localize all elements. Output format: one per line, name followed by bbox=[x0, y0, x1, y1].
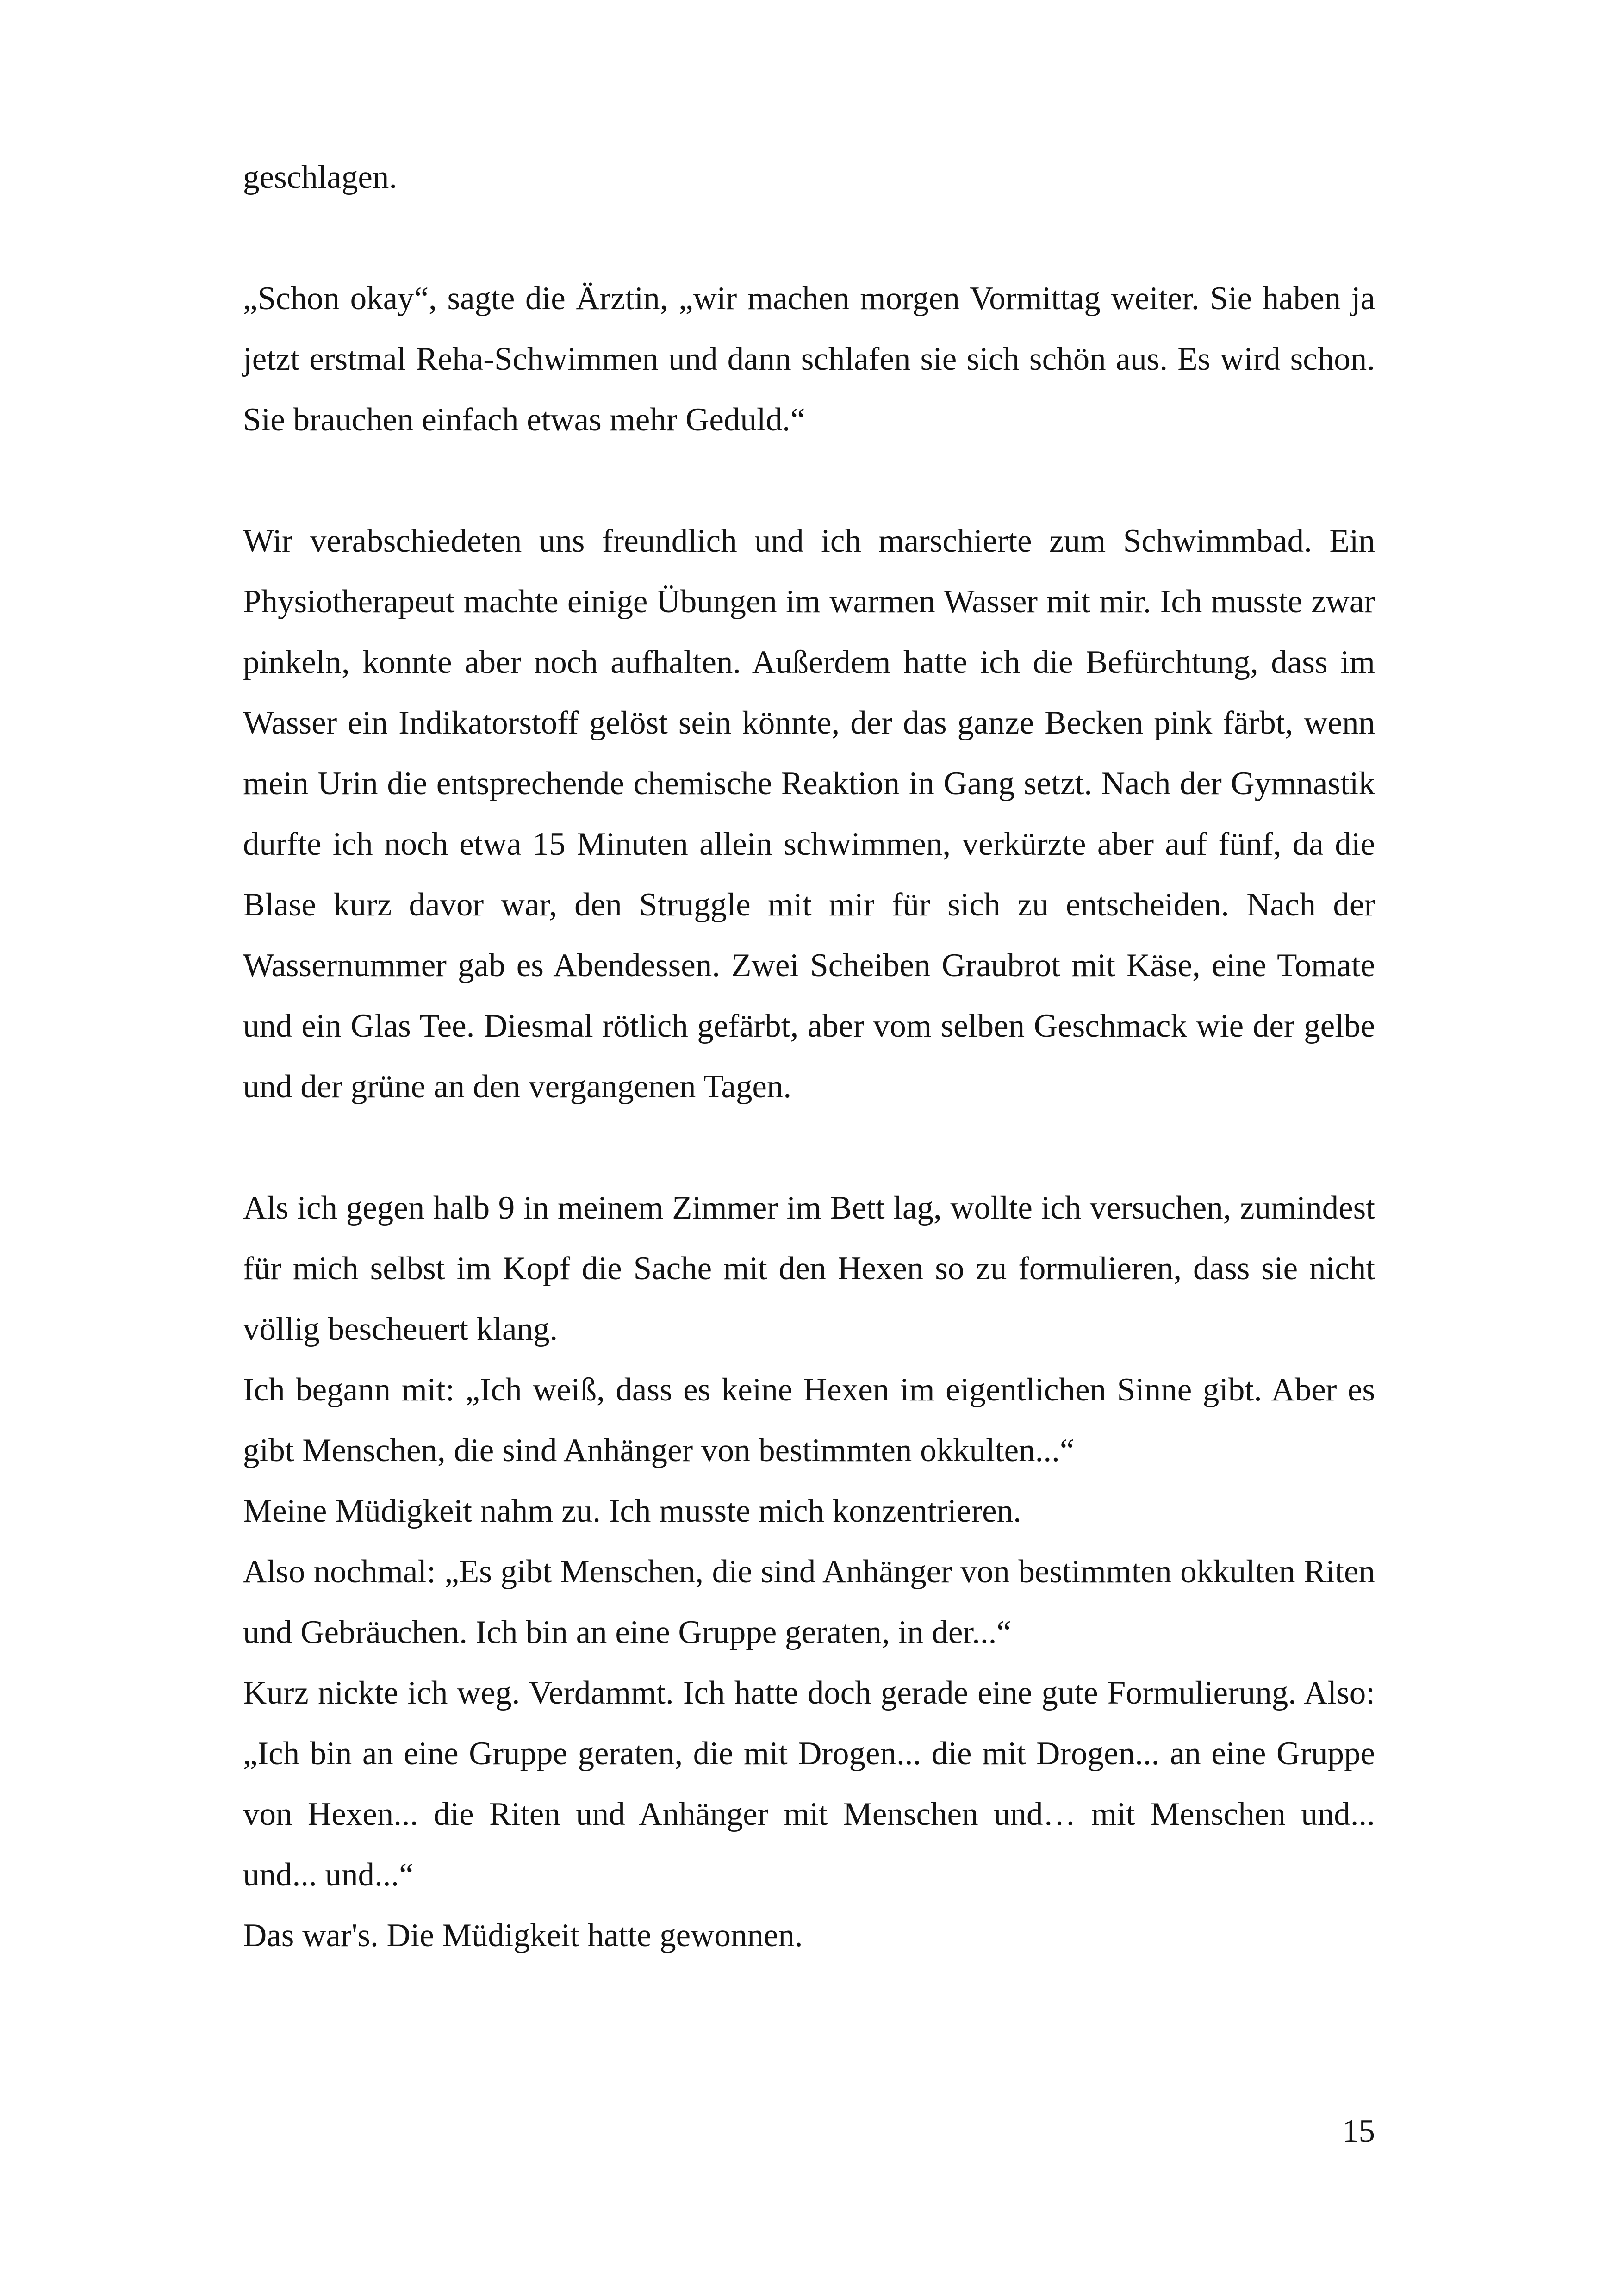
paragraph-5: Ich begann mit: „Ich weiß, dass es keine Hexen im eigentlichen Sinne gibt. Aber es gibt Menschen, die sind Anhänger von bestimmten okkulten...“ bbox=[243, 1372, 1375, 1468]
paragraph-3: Wir verabschiedeten uns freundlich und ich marschierte zum Schwimmbad. Ein Physiotherapeut machte einige Übungen im warmen Wasser mit mir. Ich musste zwar pinkeln, konnte aber noch aufhalten. Außerdem hatte ich die Befürchtung, dass im Wasser ein Indikatorstoff gelöst sein könnte, der das ganze Becken pink färbt, wenn mein Urin die entsprechende chemische Reaktion in Gang setzt. Nach der Gymnastik durfte ich noch etwa 15 Minuten allein schwimmen, verkürzte aber auf fünf, da die Blase kurz davor war, den Struggle mit mir für sich zu entscheiden. Nach der Wassernummer gab es Abendessen. Zwei Scheiben Graubrot mit Käse, eine Tomate und ein Glas Tee. Diesmal rötlich gefärbt, aber vom selben Geschmack wie der gelbe und der grüne an den vergangenen Tagen. bbox=[243, 523, 1375, 1105]
paragraph-4: Als ich gegen halb 9 in meinem Zimmer im Bett lag, wollte ich versuchen, zumindest für mich selbst im Kopf die Sache mit den Hexen so zu formulieren, dass sie nicht völlig bescheuert klang. bbox=[243, 1190, 1375, 1347]
page-text-body bbox=[243, 147, 1375, 1966]
paragraph-1: geschlagen. bbox=[243, 159, 398, 195]
paragraph-9: Das war's. Die Müdigkeit hatte gewonnen. bbox=[243, 1917, 803, 1954]
paragraph-6: Meine Müdigkeit nahm zu. Ich musste mich konzentrieren. bbox=[243, 1493, 1021, 1529]
paragraph-7: Also nochmal: „Es gibt Menschen, die sind Anhänger von bestimmten okkulten Riten und Gebräuchen. Ich bin an eine Gruppe geraten, in der...“ bbox=[243, 1554, 1375, 1650]
paragraph-2: „Schon okay“, sagte die Ärztin, „wir machen morgen Vormittag weiter. Sie haben ja jetzt erstmal Reha-Schwimmen und dann schlafen sie sich schön aus. Es wird schon. Sie brauchen einfach etwas mehr Geduld.“ bbox=[243, 280, 1375, 438]
page-number: 15 bbox=[1342, 2113, 1375, 2149]
paragraph-8: Kurz nickte ich weg. Verdammt. Ich hatte doch gerade eine gute Formulierung. Also: „Ich bin an eine Gruppe geraten, die mit Drogen... die mit Drogen... an eine Gruppe von Hexen... die Riten und Anhänger mit Menschen und… mit Menschen und... und... und...“ bbox=[243, 1675, 1375, 1893]
